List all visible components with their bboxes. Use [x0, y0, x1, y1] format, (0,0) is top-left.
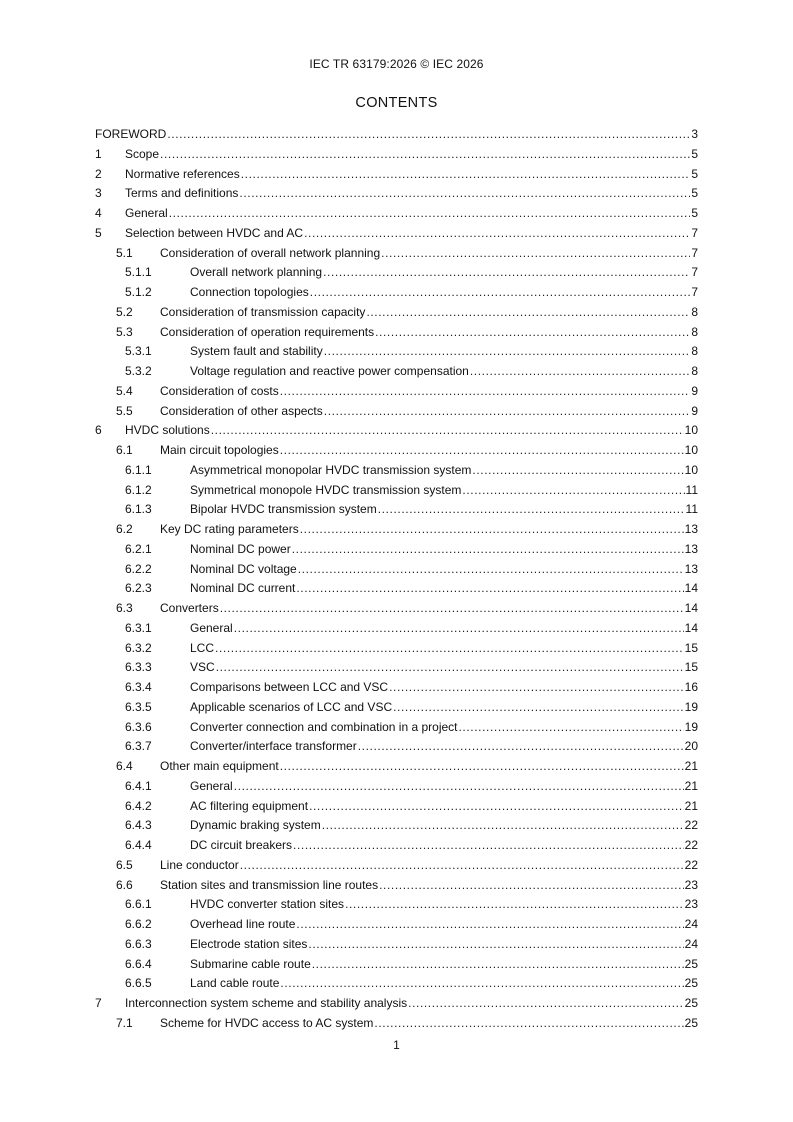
toc-entry-number: 6.2 [116, 522, 133, 536]
toc-entry-page: 9 [691, 403, 698, 418]
toc-entry-line [190, 461, 698, 481]
toc-entry[interactable] [95, 698, 698, 718]
toc-entry-line [125, 165, 698, 185]
toc-entry-page: 8 [691, 364, 698, 378]
toc-entry-number: 5.2 [116, 304, 133, 319]
toc-entry-title: Symmetrical monopole HVDC transmission system [190, 482, 462, 497]
toc-entry-page: 22 [684, 857, 698, 872]
toc-entry-number: 6.3.2 [125, 640, 152, 655]
dot-leader [280, 757, 684, 777]
toc-entry-number: 7 [95, 996, 102, 1010]
toc-entry-line [190, 579, 698, 599]
toc-entry-title: HVDC solutions [125, 423, 210, 438]
toc-entry[interactable] [95, 915, 698, 935]
toc-entry-line [125, 184, 698, 204]
toc-entry[interactable] [95, 797, 698, 817]
toc-entry-page: 13 [684, 541, 698, 556]
toc-entry-line [160, 876, 698, 896]
toc-entry-line [125, 224, 698, 244]
dot-leader [322, 816, 684, 836]
toc-entry-title: AC filtering equipment [190, 798, 309, 813]
toc-entry-page: 7 [691, 245, 698, 260]
toc-entry-number: 3 [95, 186, 102, 201]
toc-entry-number: 6.4.3 [125, 818, 152, 833]
toc-entry[interactable] [95, 757, 698, 777]
toc-entry-title: Nominal DC current [190, 581, 296, 596]
dot-leader [389, 678, 684, 698]
toc-entry-line [190, 263, 698, 283]
toc-entry-title: Scheme for HVDC access to AC system [160, 1015, 374, 1030]
toc-entry-number: 6.6.3 [125, 936, 152, 951]
toc-entry-line [190, 678, 698, 698]
dot-leader [323, 263, 690, 283]
toc-entry[interactable] [95, 362, 698, 382]
toc-entry-title: Nominal DC voltage [190, 561, 297, 576]
toc-entry[interactable] [95, 165, 698, 185]
toc-entry[interactable] [95, 441, 698, 461]
toc-entry-title: Consideration of transmission capacity [160, 304, 366, 319]
toc-entry-page: 13 [684, 561, 698, 576]
dot-leader [408, 994, 684, 1014]
toc-entry[interactable] [95, 737, 698, 757]
toc-entry-page: 21 [684, 778, 698, 793]
toc-entry-line [190, 540, 698, 560]
toc-entry-page: 10 [684, 443, 698, 457]
dot-leader [459, 718, 684, 738]
toc-entry-page: 8 [691, 344, 698, 359]
dot-leader [379, 876, 684, 896]
toc-entry-line [190, 955, 698, 975]
toc-entry[interactable] [95, 461, 698, 481]
toc-entry[interactable] [95, 402, 698, 422]
toc-entry[interactable] [95, 1014, 698, 1034]
toc-entry-title: Line conductor [160, 857, 239, 872]
toc-entry-title: Selection between HVDC and AC [125, 225, 304, 240]
toc-entry[interactable] [95, 421, 698, 441]
toc-entry-line [190, 797, 698, 817]
toc-entry-page: 14 [684, 601, 698, 615]
toc-entry-number: 2 [95, 166, 102, 181]
toc-entry-number: 6.2.2 [125, 561, 152, 576]
toc-entry-title: Key DC rating parameters [160, 522, 299, 536]
toc-entry-page: 25 [684, 1015, 698, 1030]
toc-entry-page: 11 [685, 502, 698, 517]
dot-leader [324, 342, 691, 362]
toc-entry[interactable] [95, 323, 698, 343]
toc-entry-number: 5.1.1 [125, 265, 152, 280]
toc-entry-page: 7 [691, 225, 698, 240]
toc-entry-title: LCC [190, 640, 215, 655]
dot-leader [358, 737, 684, 757]
dot-leader [393, 698, 684, 718]
toc-entry[interactable] [95, 125, 698, 145]
toc-entry[interactable] [95, 303, 698, 323]
toc-entry-number: 6.2.3 [125, 581, 152, 596]
toc-entry-number: 6.3.3 [125, 660, 152, 675]
toc-entry-page: 25 [684, 996, 698, 1010]
toc-entry-page: 23 [684, 897, 698, 912]
toc-entry[interactable] [95, 560, 698, 580]
toc-entry-page: 9 [691, 383, 698, 398]
toc-entry[interactable] [95, 342, 698, 362]
toc-entry-number: 6.3.6 [125, 719, 152, 734]
toc-entry-number: 5.3.1 [125, 344, 152, 359]
toc-entry-line [160, 323, 698, 343]
toc-entry-number: 6.3.7 [125, 739, 152, 754]
dot-leader [216, 658, 684, 678]
toc-entry[interactable] [95, 283, 698, 303]
dot-leader [378, 500, 685, 520]
toc-entry-title: FOREWORD [95, 127, 167, 141]
dot-leader [220, 599, 684, 619]
toc-entry-line [190, 342, 698, 362]
toc-entry-title: Terms and definitions [125, 186, 239, 201]
toc-entry-line [160, 441, 698, 461]
toc-entry[interactable] [95, 263, 698, 283]
toc-entry-line [190, 560, 698, 580]
dot-leader [292, 540, 684, 560]
toc-entry-number: 7.1 [116, 1015, 133, 1030]
toc-entry-line [160, 402, 698, 422]
toc-entry-number: 5.1 [116, 245, 133, 260]
toc-entry-line [190, 718, 698, 738]
toc-entry-line [160, 244, 698, 264]
toc-entry-page: 3 [691, 127, 698, 141]
toc-entry-title: Converters [160, 601, 219, 615]
toc-entry-line [125, 421, 698, 441]
toc-entry-line [160, 856, 698, 876]
toc-entry-page: 8 [691, 324, 698, 339]
toc-entry-line [190, 619, 698, 639]
toc-entry-line [190, 777, 698, 797]
toc-entry-number: 6.1.1 [125, 462, 152, 477]
toc-entry[interactable] [95, 540, 698, 560]
dot-leader [375, 323, 690, 343]
toc-entry[interactable] [95, 935, 698, 955]
toc-entry-number: 6.4.2 [125, 798, 152, 813]
page-header: IEC TR 63179:2026 © IEC 2026 [309, 57, 484, 71]
toc-entry-title: HVDC converter station sites [190, 897, 345, 912]
dot-leader [374, 1014, 683, 1034]
dot-leader [280, 441, 684, 461]
toc-entry-page: 13 [684, 522, 698, 536]
page-number: 1 [393, 1038, 400, 1052]
toc-entry-title: General [190, 778, 233, 793]
dot-leader [160, 145, 690, 165]
toc-entry-number: 6.3.5 [125, 699, 152, 714]
dot-leader [241, 165, 691, 185]
toc-entry-page: 20 [684, 739, 698, 754]
toc-entry[interactable] [95, 974, 698, 994]
toc-entry-number: 6.4.1 [125, 778, 152, 793]
toc-entry-page: 25 [684, 956, 698, 971]
toc-entry-page: 19 [684, 699, 698, 714]
toc-entry[interactable] [95, 619, 698, 639]
toc-entry[interactable] [95, 836, 698, 856]
toc-entry[interactable] [95, 678, 698, 698]
toc-entry-page: 21 [684, 759, 698, 773]
dot-leader [240, 856, 684, 876]
toc-entry[interactable] [95, 955, 698, 975]
toc-entry-line [190, 698, 698, 718]
toc-entry-line [190, 500, 698, 520]
toc-entry-line [160, 1014, 698, 1034]
toc-entry[interactable] [95, 599, 698, 619]
toc-entry[interactable] [95, 224, 698, 244]
toc-entry[interactable] [95, 777, 698, 797]
toc-entry-line [190, 935, 698, 955]
dot-leader [308, 935, 683, 955]
toc-entry-title: Main circuit topologies [160, 443, 279, 457]
toc-entry-number: 5 [95, 225, 102, 240]
dot-leader [296, 915, 683, 935]
toc-entry-title: VSC [190, 660, 215, 675]
toc-entry-line [190, 895, 698, 915]
toc-entry[interactable] [95, 895, 698, 915]
toc-entry-title: General [125, 206, 168, 220]
toc-entry-number: 5.3.2 [125, 364, 152, 378]
toc-entry[interactable] [95, 579, 698, 599]
toc-entry-page: 24 [684, 917, 698, 931]
toc-entry-title: Normative references [125, 166, 240, 181]
toc-entry-number: 5.3 [116, 324, 133, 339]
toc-entry-line [160, 382, 698, 402]
toc-entry-page: 15 [684, 640, 698, 655]
toc-entry-line [190, 737, 698, 757]
toc-entry[interactable] [95, 204, 698, 224]
dot-leader [211, 421, 684, 441]
toc-entry-title: Overhead line route [190, 917, 296, 931]
dot-leader [366, 303, 690, 323]
toc-entry-number: 6.4.4 [125, 838, 152, 852]
toc-entry-line [160, 599, 698, 619]
toc-entry-number: 6.6.4 [125, 956, 152, 971]
toc-entry-title: Station sites and transmission line routes [160, 877, 379, 892]
toc-entry[interactable] [95, 639, 698, 659]
toc-entry-title: Electrode station sites [190, 936, 308, 951]
toc-entry[interactable] [95, 994, 698, 1014]
toc-entry-page: 11 [685, 482, 698, 497]
toc-entry-page: 7 [691, 285, 698, 299]
toc-entry-number: 6.5 [116, 857, 133, 872]
toc-entry-page: 16 [684, 680, 698, 694]
toc-entry-page: 24 [684, 936, 698, 951]
toc-entry-page: 5 [691, 166, 698, 181]
toc-entry-title: Interconnection system scheme and stability analysis [125, 996, 408, 1010]
toc-entry[interactable] [95, 876, 698, 896]
dot-leader [234, 777, 684, 797]
toc-entry-page: 5 [691, 146, 698, 161]
toc-entry-page: 5 [691, 186, 698, 201]
toc-entry-page: 19 [684, 719, 698, 734]
toc-entry-page: 14 [684, 581, 698, 596]
dot-leader [324, 402, 691, 422]
toc-entry-title: Consideration of operation requirements [160, 324, 375, 339]
toc-entry-line [190, 481, 698, 501]
toc-entry[interactable] [95, 145, 698, 165]
toc-entry-number: 6.6.1 [125, 897, 152, 912]
toc-entry-number: 6.2.1 [125, 541, 152, 556]
toc-entry-number: 6.3 [116, 601, 133, 615]
dot-leader [215, 639, 684, 659]
toc-entry-number: 5.1.2 [125, 285, 152, 299]
dot-leader [298, 560, 684, 580]
toc-entry-page: 21 [684, 798, 698, 813]
toc-entry-page: 14 [684, 620, 698, 635]
toc-entry-number: 6.3.1 [125, 620, 152, 635]
toc-entry-title: Consideration of overall network planning [160, 245, 381, 260]
toc-entry-title: Applicable scenarios of LCC and VSC [190, 699, 393, 714]
toc-entry-line [160, 303, 698, 323]
toc-entry-title: DC circuit breakers [190, 838, 293, 852]
dot-leader [304, 224, 690, 244]
toc-entry-page: 8 [691, 304, 698, 319]
toc-entry-page: 25 [684, 976, 698, 991]
toc-entry-line [190, 362, 698, 382]
toc-entry-number: 6.6.5 [125, 976, 152, 991]
dot-leader [234, 619, 684, 639]
dot-leader [169, 204, 691, 224]
toc-entry-title: Consideration of other aspects [160, 403, 323, 418]
toc-entry[interactable] [95, 481, 698, 501]
toc-entry-line [160, 520, 698, 540]
toc-entry-number: 6.1.3 [125, 502, 152, 517]
toc-entry-title: Comparisons between LCC and VSC [190, 680, 389, 694]
toc-entry-page: 15 [684, 660, 698, 675]
table-of-contents [95, 125, 698, 1034]
toc-entry[interactable] [95, 718, 698, 738]
toc-entry-number: 6.4 [116, 759, 133, 773]
toc-entry[interactable] [95, 658, 698, 678]
toc-entry-title: Overall network planning [190, 265, 323, 280]
dot-leader [280, 974, 683, 994]
toc-entry-line [125, 994, 698, 1014]
toc-entry-number: 5.5 [116, 403, 133, 418]
toc-entry-line [190, 915, 698, 935]
toc-entry-title: Submarine cable route [190, 956, 311, 971]
dot-leader [381, 244, 690, 264]
dot-leader [470, 362, 690, 382]
toc-entry-page: 7 [691, 265, 698, 280]
toc-entry-number: 4 [95, 206, 102, 220]
toc-entry-page: 22 [684, 838, 698, 852]
toc-entry-page: 22 [684, 818, 698, 833]
toc-entry-title: System fault and stability [190, 344, 323, 359]
toc-entry-number: 6.6 [116, 877, 133, 892]
toc-entry-title: Converter connection and combination in a project [190, 719, 458, 734]
toc-entry[interactable] [95, 500, 698, 520]
toc-entry-title: Nominal DC power [190, 541, 291, 556]
toc-entry-title: General [190, 620, 233, 635]
toc-entry-line [95, 125, 698, 145]
toc-entry-number: 6.6.2 [125, 917, 152, 931]
toc-entry-line [190, 283, 698, 303]
toc-entry-number: 5.4 [116, 383, 133, 398]
toc-entry-title: Dynamic braking system [190, 818, 321, 833]
toc-entry-title: Converter/interface transformer [190, 739, 357, 754]
dot-leader [167, 125, 690, 145]
dot-leader [345, 895, 684, 915]
toc-entry[interactable] [95, 856, 698, 876]
toc-entry-title: Connection topologies [190, 285, 309, 299]
toc-entry-number: 6 [95, 423, 102, 438]
dot-leader [462, 481, 684, 501]
toc-entry-title: Land cable route [190, 976, 280, 991]
toc-entry-number: 6.3.4 [125, 680, 152, 694]
toc-entry-line [190, 639, 698, 659]
toc-entry-number: 1 [95, 146, 102, 161]
page-title: CONTENTS [355, 95, 438, 111]
dot-leader [472, 461, 683, 481]
toc-entry-page: 5 [691, 206, 698, 220]
toc-entry-page: 10 [684, 423, 698, 438]
toc-entry-title: Other main equipment [160, 759, 279, 773]
toc-entry-line [190, 816, 698, 836]
toc-entry-page: 10 [684, 462, 698, 477]
dot-leader [309, 797, 684, 817]
toc-entry-title: Bipolar HVDC transmission system [190, 502, 377, 517]
toc-entry[interactable] [95, 184, 698, 204]
toc-entry-number: 6.1.2 [125, 482, 152, 497]
toc-entry-title: Consideration of costs [160, 383, 279, 398]
toc-entry-title: Asymmetrical monopolar HVDC transmission system [190, 462, 472, 477]
dot-leader [293, 836, 684, 856]
toc-entry-line [125, 204, 698, 224]
toc-entry-page: 23 [684, 877, 698, 892]
dot-leader [239, 184, 690, 204]
toc-entry[interactable] [95, 816, 698, 836]
toc-entry[interactable] [95, 382, 698, 402]
toc-entry-line [190, 836, 698, 856]
toc-entry[interactable] [95, 244, 698, 264]
dot-leader [300, 520, 684, 540]
toc-entry[interactable] [95, 520, 698, 540]
dot-leader [312, 955, 684, 975]
dot-leader [296, 579, 683, 599]
dot-leader [310, 283, 691, 303]
toc-entry-line [190, 658, 698, 678]
toc-entry-title: Voltage regulation and reactive power compensation [190, 364, 469, 378]
dot-leader [280, 382, 691, 402]
toc-entry-number: 6.1 [116, 443, 133, 457]
toc-entry-title: Scope [125, 146, 160, 161]
toc-entry-line [160, 757, 698, 777]
toc-entry-line [125, 145, 698, 165]
toc-entry-line [190, 974, 698, 994]
